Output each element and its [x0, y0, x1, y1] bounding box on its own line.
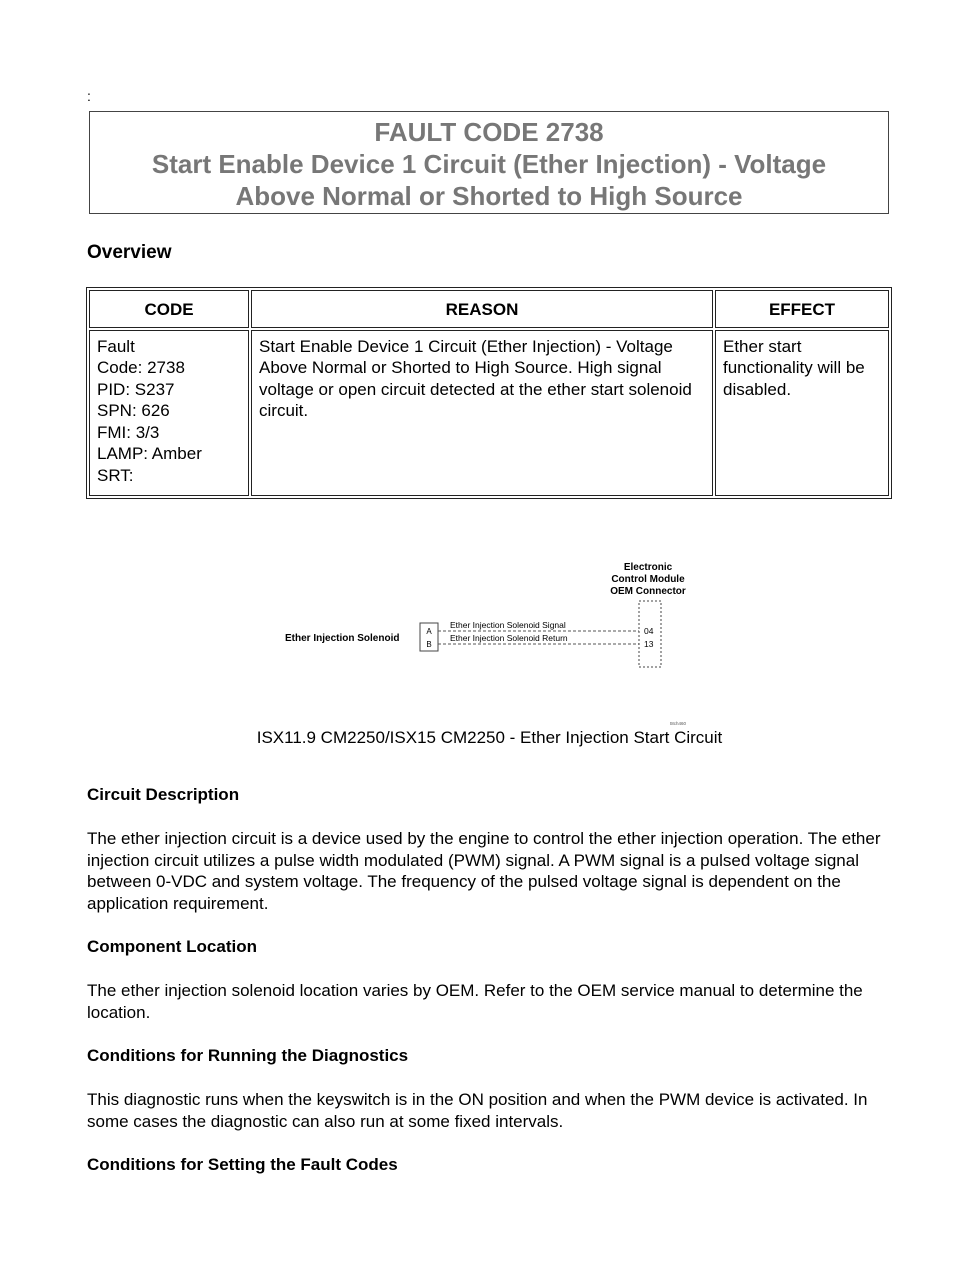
component-location-heading: Component Location	[87, 937, 257, 956]
code-cell	[89, 330, 249, 496]
code-line: PID: S237	[97, 379, 175, 399]
fault-description-line-1: Start Enable Device 1 Circuit (Ether Injection) - Voltage	[151, 149, 827, 179]
code-line: Fault	[97, 336, 135, 356]
code-line: LAMP: Amber	[97, 444, 202, 463]
code-line: Code: 2738	[97, 358, 185, 377]
solenoid-label: Ether Injection Solenoid	[285, 633, 400, 644]
running-diagnostics-text: This diagnostic runs when the keyswitch is in the ON position and when the PWM device is activated. In some cases the diagnostic can also run at some fixed intervals.	[87, 1090, 868, 1131]
circuit-description-text: The ether injection circuit is a device used by the engine to control the ether injection operation. The ether injection circuit utilizes a pulse width modulated (PWM) signal. A PWM signal is a pulsed voltage signal between 0-VDC and system voltage. The frequency of the pulsed voltage signal is dependent on the application requirement.	[87, 829, 881, 913]
reason-cell: Start Enable Device 1 Circuit (Ether Injection) - Voltage Above Normal or Shorted to High Source. High signal voltage or open circuit detected at the ether start solenoid circuit.	[251, 330, 713, 496]
fault-code-title: FAULT CODE 2738	[374, 117, 604, 147]
pin-04: 04	[644, 626, 654, 636]
overview-table	[86, 287, 892, 499]
fault-description-line-2: Above Normal or Shorted to High Source	[235, 181, 743, 211]
ecm-label-1: Electronic	[623, 562, 673, 573]
component-location-text: The ether injection solenoid location varies by OEM. Refer to the OEM service manual to determine the location.	[87, 981, 863, 1022]
signal-wire-label: Ether Injection Solenoid Signal	[450, 620, 566, 630]
ecm-label-3: OEM Connector	[610, 586, 686, 597]
circuit-description-heading: Circuit Description	[87, 785, 240, 804]
overview-heading: Overview	[87, 242, 172, 263]
header-reason: REASON	[251, 290, 713, 328]
code-line: FMI: 3/3	[97, 422, 160, 442]
code-line: SPN: 626	[97, 401, 170, 420]
running-diagnostics-heading: Conditions for Running the Diagnostics	[87, 1046, 409, 1065]
pin-a: A	[426, 627, 432, 636]
diagram-ref-id: t8ch460	[669, 721, 687, 726]
header-code: CODE	[89, 290, 249, 328]
pin-b: B	[426, 640, 432, 649]
fault-title-box	[89, 111, 889, 214]
code-line: SRT:	[97, 465, 134, 485]
circuit-diagram	[280, 555, 720, 730]
pin-13: 13	[644, 639, 654, 649]
diagram-caption: ISX11.9 CM2250/ISX15 CM2250 - Ether Injection Start Circuit	[256, 728, 723, 747]
effect-cell: Ether start functionality will be disabled.	[715, 330, 889, 496]
return-wire-label: Ether Injection Solenoid Return	[450, 633, 568, 643]
table-header-row	[89, 290, 889, 328]
setting-fault-codes-heading: Conditions for Setting the Fault Codes	[87, 1155, 398, 1174]
ecm-label-2: Control Module	[611, 574, 685, 585]
leading-colon: :	[87, 88, 91, 104]
header-effect: EFFECT	[715, 290, 889, 328]
table-row	[89, 330, 889, 496]
